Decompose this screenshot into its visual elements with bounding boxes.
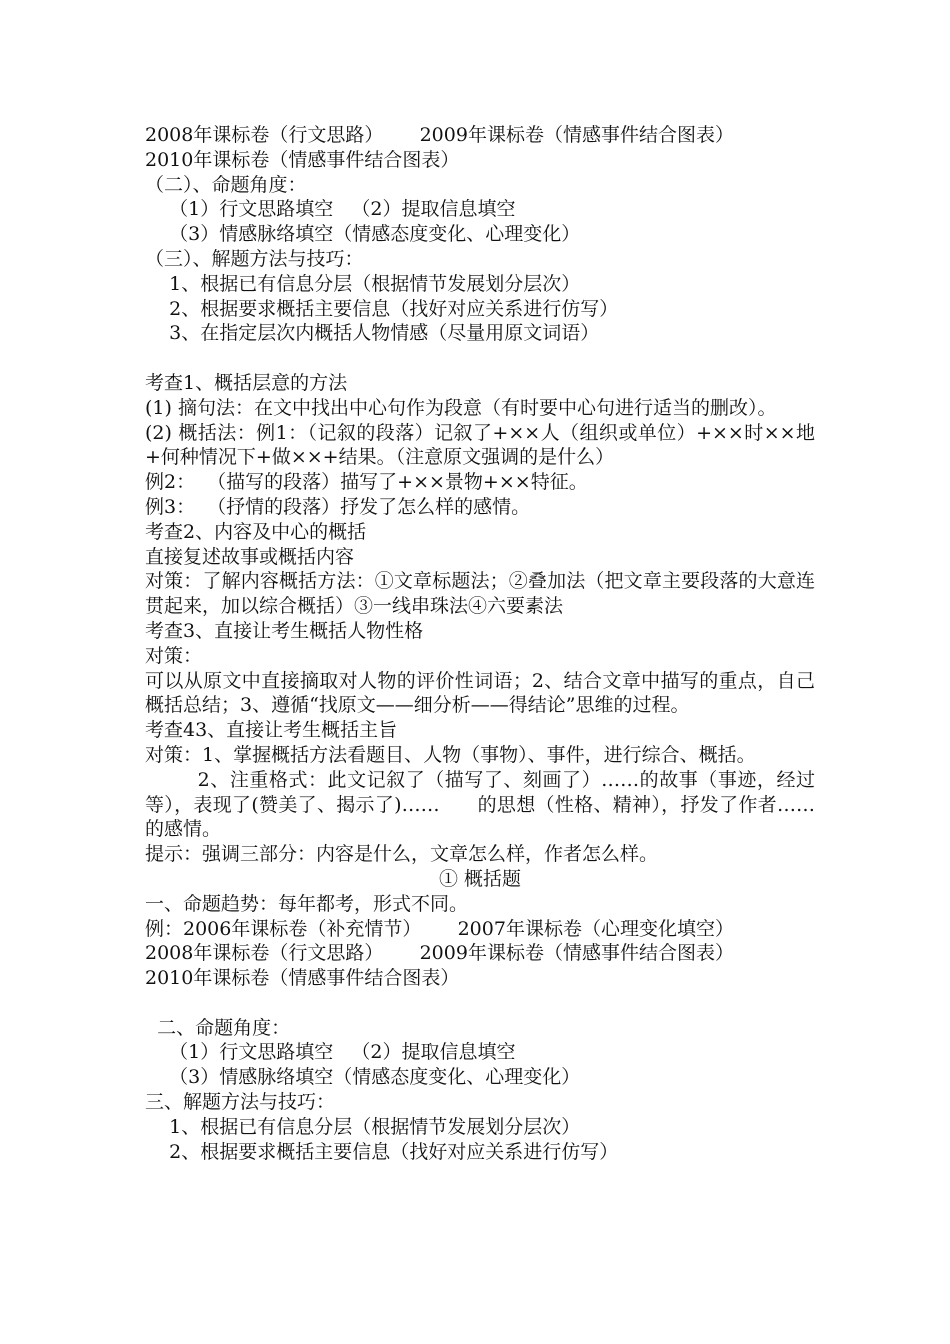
exam-list-line: 2008年课标卷（行文思路） 2009年课标卷（情感事件结合图表） <box>145 124 734 146</box>
section-heading: 考查3、直接让考生概括人物性格 <box>145 619 424 642</box>
angle-item: （3）情感脉络填空（情感态度变化、心理变化） <box>145 1066 581 1089</box>
section-title: ① 概括题 <box>438 867 522 890</box>
angle-item: （3）情感脉络填空（情感态度变化、心理变化） <box>145 223 581 246</box>
paragraph: 例2： （描写的段落）描写了+××景物+××特征。 <box>145 471 588 494</box>
paragraph: 2、注重格式：此文记叙了（描写了、刻画了）……的故事（事迹，经过等），表现了(赞美了、揭示了)…… 的思想（性格、精神），抒发了作者……的感情。 <box>145 768 815 841</box>
exam-list-line: 2010年课标卷（情感事件结合图表） <box>145 148 460 171</box>
document-body <box>145 123 815 1164</box>
method-item: 1、根据已有信息分层（根据情节发展划分层次） <box>145 1115 581 1138</box>
trend-line: 一、命题趋势：每年都考，形式不同。 <box>145 892 469 915</box>
section-heading: 考查1、概括层意的方法 <box>145 371 348 394</box>
angle-heading: 二、命题角度： <box>145 1016 291 1039</box>
paragraph: 直接复述故事或概括内容 <box>145 545 355 568</box>
paragraph: (2) 概括法：例1：（记叙的段落）记叙了+××人（组织或单位）+××时××地+何种情况下+做××+结果。（注意原文强调的是什么） <box>145 421 815 469</box>
angle-heading: （二）、命题角度： <box>145 173 307 196</box>
paragraph: 例3： （抒情的段落）抒发了怎么样的感情。 <box>145 495 531 518</box>
section-heading: 考查43、直接让考生概括主旨 <box>145 719 398 742</box>
method-item: 1、根据已有信息分层（根据情节发展划分层次） <box>145 272 581 295</box>
exam-list-line: 例：2006年课标卷（补充情节） 2007年课标卷（心理变化填空） <box>145 917 734 940</box>
angle-item: （1）行文思路填空 （2）提取信息填空 <box>145 1041 516 1064</box>
paragraph: 对策：了解内容概括方法：①文章标题法；②叠加法（把文章主要段落的大意连贯起来，加以综合概括）③一线串珠法④六要素法 <box>145 570 815 618</box>
angle-item: （1）行文思路填空 （2）提取信息填空 <box>145 198 516 221</box>
paragraph: 可以从原文中直接摘取对人物的评价性词语；2、结合文章中描写的重点，自己概括总结；3、遵循“找原文——细分析——得结论”思维的过程。 <box>145 669 815 717</box>
method-item: 2、根据要求概括主要信息（找好对应关系进行仿写） <box>145 1140 619 1163</box>
blank-line <box>145 346 815 371</box>
paragraph: (1) 摘句法：在文中找出中心句作为段意（有时要中心句进行适当的删改）。 <box>145 396 777 419</box>
paragraph: 提示：强调三部分：内容是什么，文章怎么样，作者怎么样。 <box>145 843 659 866</box>
method-item: 3、在指定层次内概括人物情感（尽量用原文词语） <box>145 322 600 345</box>
paragraph: 对策：1、掌握概括方法看题目、人物（事物）、事件，进行综合、概括。 <box>145 743 756 766</box>
exam-list-line: 2008年课标卷（行文思路） 2009年课标卷（情感事件结合图表） <box>145 942 734 965</box>
method-heading: （三）、解题方法与技巧： <box>145 247 364 270</box>
paragraph: 对策： <box>145 644 203 667</box>
exam-list-line: 2010年课标卷（情感事件结合图表） <box>145 967 460 990</box>
blank-line <box>145 991 815 1016</box>
section-heading: 考查2、内容及中心的概括 <box>145 520 367 543</box>
method-heading: 三、解题方法与技巧： <box>145 1091 336 1114</box>
method-item: 2、根据要求概括主要信息（找好对应关系进行仿写） <box>145 297 619 320</box>
